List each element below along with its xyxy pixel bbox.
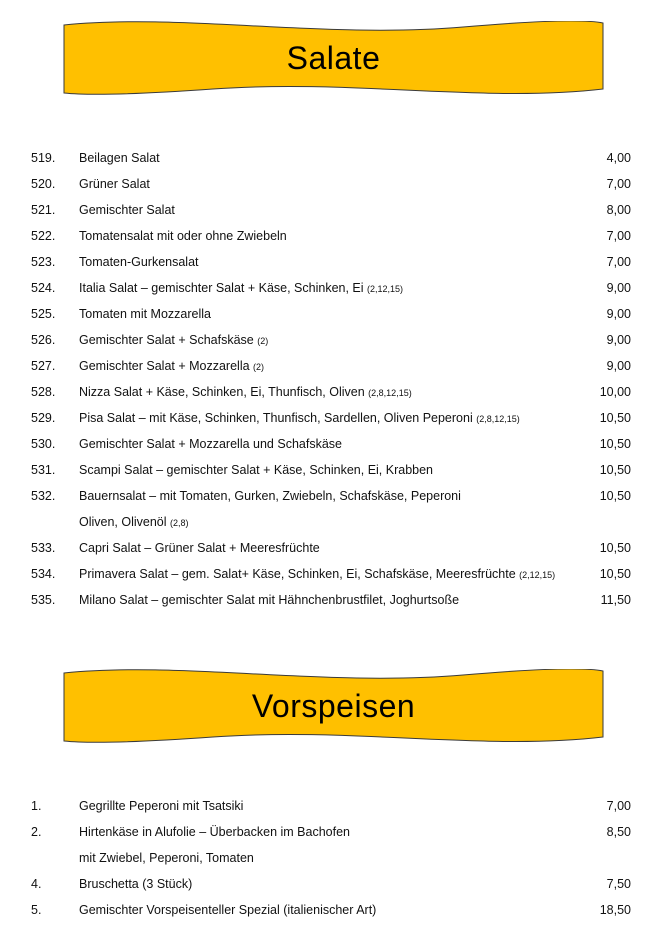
- item-name-text: Tomatensalat mit oder ohne Zwiebeln: [79, 229, 287, 243]
- item-price: 7,50: [606, 877, 631, 891]
- item-price: 9,00: [606, 281, 631, 295]
- menu-item: [0, 819, 666, 845]
- item-number: 525.: [31, 307, 56, 321]
- item-name-text: Milano Salat – gemischter Salat mit Hähnchenbrustfilet, Joghurtsoße: [79, 593, 460, 607]
- menu-item: [0, 275, 666, 301]
- item-number: 521.: [31, 203, 56, 217]
- item-name: [79, 509, 189, 536]
- item-price: 7,00: [606, 177, 631, 191]
- item-name-text: Gegrillte Peperoni mit Tsatsiki: [79, 799, 244, 813]
- item-name: [79, 897, 376, 923]
- menu-item: [0, 457, 666, 483]
- allergen-note: (2): [257, 336, 269, 346]
- item-name-text: Bauernsalat – mit Tomaten, Gurken, Zwiebeln, Schafskäse, Peperoni: [79, 489, 461, 503]
- section-title: Salate: [286, 40, 381, 76]
- item-name: [79, 379, 412, 406]
- item-name: [79, 171, 150, 197]
- allergen-note: (2,8,12,15): [476, 414, 520, 424]
- item-name-text: Oliven, Olivenöl: [79, 515, 167, 529]
- item-number: 519.: [31, 151, 56, 165]
- item-name-text: Capri Salat – Grüner Salat + Meeresfrüchte: [79, 541, 320, 555]
- item-name: [79, 145, 160, 171]
- item-number: 528.: [31, 385, 56, 399]
- item-number: 535.: [31, 593, 56, 607]
- item-name-text: Tomaten mit Mozzarella: [79, 307, 211, 321]
- item-price: 10,50: [599, 463, 631, 477]
- menu-item: [0, 171, 666, 197]
- item-price: 9,00: [606, 359, 631, 373]
- item-name-text: Italia Salat – gemischter Salat + Käse, Schinken, Ei: [79, 281, 364, 295]
- item-name-text: Nizza Salat + Käse, Schinken, Ei, Thunfisch, Oliven: [79, 385, 365, 399]
- item-name-text: Grüner Salat: [79, 177, 150, 191]
- item-name-text: Gemischter Salat + Mozzarella: [79, 359, 250, 373]
- item-name: [79, 483, 461, 509]
- item-number: 529.: [31, 411, 56, 425]
- item-price: 10,50: [599, 567, 631, 581]
- item-number: 524.: [31, 281, 56, 295]
- menu-item: [0, 197, 666, 223]
- item-price: 10,50: [599, 489, 631, 503]
- item-name: [79, 431, 342, 457]
- item-name: [79, 819, 350, 845]
- item-name: [79, 327, 268, 354]
- menu-item: [0, 587, 666, 613]
- allergen-note: (2,12,15): [519, 570, 556, 580]
- item-name: [79, 405, 520, 432]
- item-number: 533.: [31, 541, 56, 555]
- banner-salate: [63, 21, 604, 96]
- item-name: [79, 275, 403, 302]
- section-title: Vorspeisen: [251, 688, 416, 724]
- menu-item: [0, 327, 666, 353]
- menu-item: [0, 145, 666, 171]
- item-number: 534.: [31, 567, 56, 581]
- item-price: 10,50: [599, 541, 631, 555]
- item-name: [79, 587, 459, 613]
- menu-item: [0, 301, 666, 327]
- menu-item: [0, 897, 666, 923]
- item-name: [79, 223, 287, 249]
- item-name: [79, 535, 320, 561]
- menu-list-salate: [0, 145, 666, 613]
- item-name-text: mit Zwiebel, Peperoni, Tomaten: [79, 851, 254, 865]
- menu-item: [0, 405, 666, 431]
- item-price: 7,00: [606, 255, 631, 269]
- item-name: [79, 793, 243, 819]
- item-name-text: Pisa Salat – mit Käse, Schinken, Thunfisch, Sardellen, Oliven Peperoni: [79, 411, 473, 425]
- item-price: 10,50: [599, 437, 631, 451]
- item-name-text: Hirtenkäse in Alufolie – Überbacken im Bachofen: [79, 825, 350, 839]
- item-name-text: Gemischter Salat: [79, 203, 175, 217]
- item-price: 8,50: [606, 825, 631, 839]
- item-number: 522.: [31, 229, 56, 243]
- item-price: 11,50: [600, 593, 631, 607]
- item-number: 523.: [31, 255, 56, 269]
- item-number: 520.: [31, 177, 56, 191]
- item-price: 10,50: [599, 411, 631, 425]
- menu-item: [0, 871, 666, 897]
- item-number: 526.: [31, 333, 56, 347]
- item-name: [79, 845, 254, 871]
- menu-item: [0, 249, 666, 275]
- item-number: 4.: [31, 877, 42, 891]
- item-name-text: Gemischter Salat + Schafskäse: [79, 333, 254, 347]
- allergen-note: (2,12,15): [367, 284, 404, 294]
- menu-item: [0, 223, 666, 249]
- menu-item: [0, 535, 666, 561]
- item-price: 7,00: [606, 229, 631, 243]
- item-price: 18,50: [599, 903, 631, 917]
- item-name: [79, 197, 175, 223]
- item-number: 531.: [31, 463, 56, 477]
- item-name-text: Gemischter Vorspeisenteller Spezial (italienischer Art): [79, 903, 377, 917]
- menu-item-continuation: [0, 845, 666, 871]
- item-name-text: Bruschetta (3 Stück): [79, 877, 193, 891]
- item-name-text: Tomaten-Gurkensalat: [79, 255, 199, 269]
- item-price: 9,00: [606, 307, 631, 321]
- item-number: 532.: [31, 489, 56, 503]
- item-price: 10,00: [599, 385, 631, 399]
- menu-item: [0, 483, 666, 509]
- item-number: 527.: [31, 359, 56, 373]
- item-name: [79, 353, 264, 380]
- item-price: 9,00: [606, 333, 631, 347]
- item-price: 8,00: [606, 203, 631, 217]
- menu-item: [0, 431, 666, 457]
- item-price: 7,00: [606, 799, 631, 813]
- item-price: 4,00: [606, 151, 631, 165]
- menu-item: [0, 353, 666, 379]
- item-number: 1.: [31, 799, 42, 813]
- item-number: 2.: [31, 825, 42, 839]
- banner-vorspeisen: [63, 669, 604, 744]
- menu-item: [0, 561, 666, 587]
- menu-list-vorspeisen: [0, 793, 666, 923]
- menu-item-continuation: [0, 509, 666, 535]
- allergen-note: (2,8): [170, 518, 189, 528]
- item-name-text: Primavera Salat – gem. Salat+ Käse, Schinken, Ei, Schafskäse, Meeresfrüchte: [79, 567, 516, 581]
- allergen-note: (2,8,12,15): [368, 388, 412, 398]
- item-name: [79, 301, 211, 327]
- item-name: [79, 871, 192, 897]
- item-name: [79, 457, 433, 483]
- item-name-text: Scampi Salat – gemischter Salat + Käse, Schinken, Ei, Krabben: [79, 463, 434, 477]
- item-name-text: Beilagen Salat: [79, 151, 160, 165]
- item-number: 530.: [31, 437, 56, 451]
- allergen-note: (2): [253, 362, 265, 372]
- item-name-text: Gemischter Salat + Mozzarella und Schafskäse: [79, 437, 342, 451]
- item-name: [79, 249, 199, 275]
- item-number: 5.: [31, 903, 42, 917]
- menu-item: [0, 793, 666, 819]
- menu-item: [0, 379, 666, 405]
- item-name: [79, 561, 555, 588]
